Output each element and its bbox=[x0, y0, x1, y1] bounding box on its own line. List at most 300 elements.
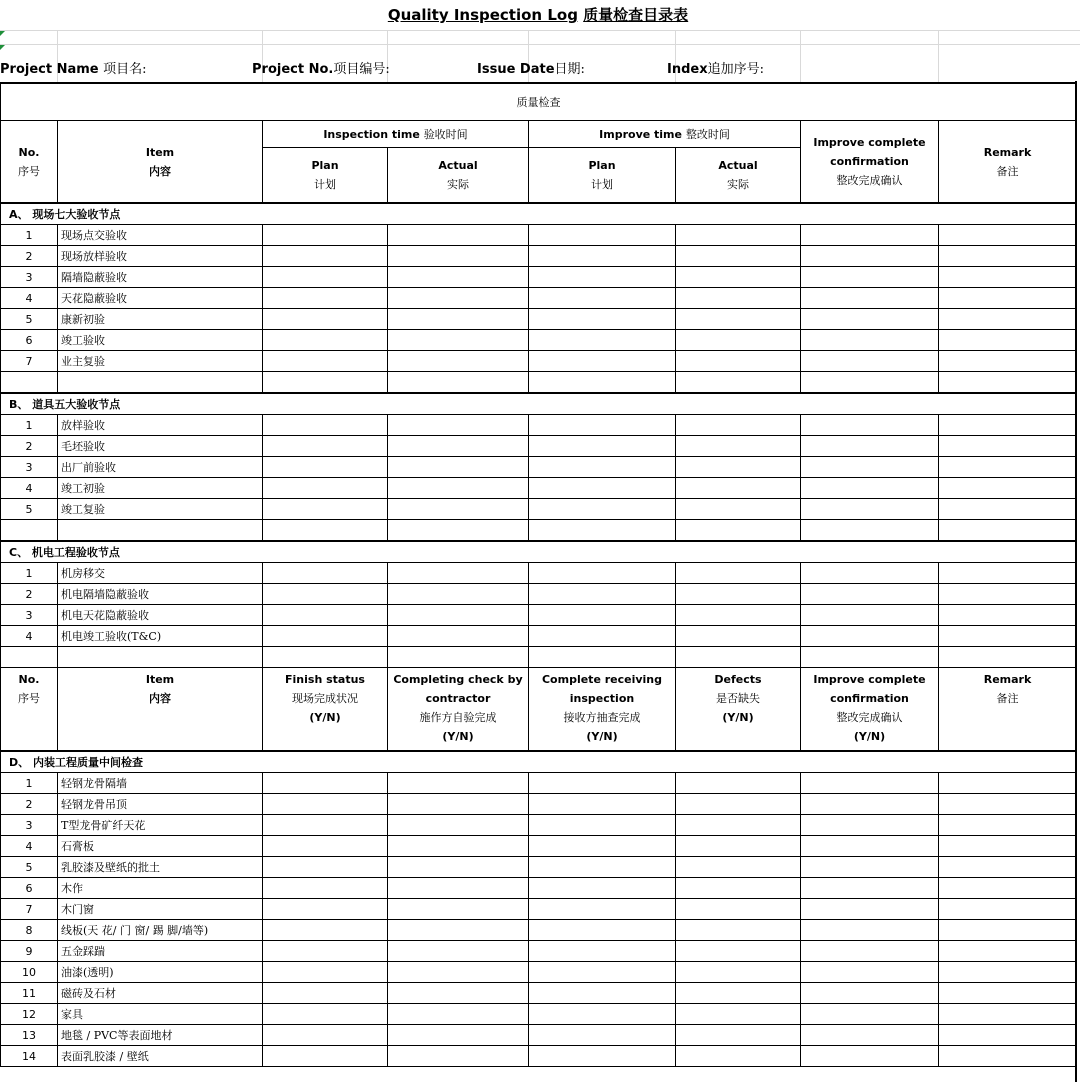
empty-cell[interactable] bbox=[263, 1004, 388, 1025]
row-item: 毛坯验收 bbox=[58, 436, 263, 457]
empty-cell[interactable] bbox=[263, 499, 388, 520]
empty-cell[interactable] bbox=[801, 520, 939, 542]
empty-cell[interactable] bbox=[676, 288, 801, 309]
empty-cell[interactable] bbox=[388, 436, 529, 457]
inspection-table bbox=[0, 82, 1077, 1067]
empty-cell[interactable] bbox=[801, 1046, 939, 1067]
empty-cell[interactable] bbox=[263, 584, 388, 605]
empty-cell[interactable] bbox=[939, 499, 1077, 520]
empty-cell[interactable] bbox=[58, 520, 263, 542]
empty-cell[interactable] bbox=[529, 457, 676, 478]
empty-cell[interactable] bbox=[388, 941, 529, 962]
empty-cell[interactable] bbox=[263, 288, 388, 309]
empty-cell[interactable] bbox=[676, 330, 801, 351]
cell-marker-icon bbox=[0, 45, 5, 50]
empty-cell[interactable] bbox=[801, 983, 939, 1004]
empty-cell[interactable] bbox=[388, 351, 529, 372]
empty-cell[interactable] bbox=[939, 836, 1077, 857]
empty-cell[interactable] bbox=[801, 1025, 939, 1046]
col-inspection-time-header: Inspection time 验收时间 bbox=[263, 121, 529, 148]
empty-cell[interactable] bbox=[939, 605, 1077, 626]
empty-cell[interactable] bbox=[388, 857, 529, 878]
empty-cell[interactable] bbox=[801, 584, 939, 605]
empty-cell[interactable] bbox=[388, 478, 529, 499]
table-row bbox=[1, 773, 1077, 794]
empty-cell[interactable] bbox=[801, 794, 939, 815]
empty-cell[interactable] bbox=[529, 478, 676, 499]
row-item: 业主复验 bbox=[58, 351, 263, 372]
empty-cell[interactable] bbox=[529, 246, 676, 267]
row-number: 4 bbox=[1, 478, 58, 499]
empty-cell[interactable] bbox=[263, 920, 388, 941]
empty-cell[interactable] bbox=[388, 499, 529, 520]
empty-cell[interactable] bbox=[263, 246, 388, 267]
empty-cell[interactable] bbox=[939, 520, 1077, 542]
empty-cell[interactable] bbox=[939, 920, 1077, 941]
cell-marker-icon bbox=[0, 31, 5, 36]
empty-cell[interactable] bbox=[676, 878, 801, 899]
project-name-label: Project Name 项目名: bbox=[0, 62, 147, 77]
empty-cell[interactable] bbox=[263, 478, 388, 499]
row-number: 8 bbox=[1, 920, 58, 941]
empty-cell[interactable] bbox=[388, 1004, 529, 1025]
empty-cell[interactable] bbox=[529, 836, 676, 857]
empty-cell[interactable] bbox=[939, 1025, 1077, 1046]
empty-cell[interactable] bbox=[263, 647, 388, 668]
empty-cell[interactable] bbox=[529, 1025, 676, 1046]
empty-cell[interactable] bbox=[939, 415, 1077, 436]
empty-cell[interactable] bbox=[676, 626, 801, 647]
empty-cell[interactable] bbox=[676, 436, 801, 457]
section-d-title: D、 内装工程质量中间检查 bbox=[1, 751, 1077, 773]
empty-cell[interactable] bbox=[676, 457, 801, 478]
title-cn: 质量检查目录表 bbox=[583, 6, 689, 24]
section-c-title: C、 机电工程验收节点 bbox=[1, 541, 1077, 563]
row-number: 2 bbox=[1, 436, 58, 457]
empty-cell[interactable] bbox=[676, 415, 801, 436]
empty-cell[interactable] bbox=[801, 815, 939, 836]
empty-cell[interactable] bbox=[529, 584, 676, 605]
empty-cell[interactable] bbox=[529, 372, 676, 394]
empty-cell[interactable] bbox=[388, 920, 529, 941]
empty-cell[interactable] bbox=[939, 563, 1077, 584]
empty-cell[interactable] bbox=[676, 584, 801, 605]
empty-cell[interactable] bbox=[263, 626, 388, 647]
empty-cell[interactable] bbox=[529, 225, 676, 246]
empty-cell[interactable] bbox=[263, 983, 388, 1004]
empty-cell[interactable] bbox=[939, 267, 1077, 288]
row-item: 木门窗 bbox=[58, 899, 263, 920]
empty-cell[interactable] bbox=[676, 246, 801, 267]
row-number: 5 bbox=[1, 309, 58, 330]
row-number: 4 bbox=[1, 626, 58, 647]
empty-cell[interactable] bbox=[939, 372, 1077, 394]
table-row bbox=[1, 1025, 1077, 1046]
index-label: Index追加序号: bbox=[667, 62, 764, 77]
empty-cell[interactable] bbox=[939, 794, 1077, 815]
section-a-title: A、 现场七大验收节点 bbox=[1, 203, 1077, 225]
empty-cell[interactable] bbox=[58, 647, 263, 668]
section-b-title: B、 道具五大验收节点 bbox=[1, 393, 1077, 415]
empty-cell[interactable] bbox=[939, 330, 1077, 351]
table-row bbox=[1, 626, 1077, 647]
table-row bbox=[1, 878, 1077, 899]
empty-cell[interactable] bbox=[529, 815, 676, 836]
row-item: 油漆(透明) bbox=[58, 962, 263, 983]
empty-cell[interactable] bbox=[676, 920, 801, 941]
empty-cell[interactable] bbox=[529, 605, 676, 626]
empty-cell[interactable] bbox=[939, 815, 1077, 836]
empty-cell[interactable] bbox=[676, 1046, 801, 1067]
table-row bbox=[1, 941, 1077, 962]
empty-cell[interactable] bbox=[676, 899, 801, 920]
empty-cell[interactable] bbox=[388, 415, 529, 436]
empty-cell[interactable] bbox=[263, 436, 388, 457]
table-row bbox=[1, 605, 1077, 626]
empty-cell[interactable] bbox=[388, 605, 529, 626]
empty-cell[interactable] bbox=[676, 309, 801, 330]
col2-remark-header: Remark 备注 bbox=[939, 668, 1077, 752]
col2-item-header: Item 内容 bbox=[58, 668, 263, 752]
row-item: 乳胶漆及壁纸的批土 bbox=[58, 857, 263, 878]
col2-receive-header: Complete receiving inspection 接收方抽查完成 (Y/N) bbox=[529, 668, 676, 752]
empty-cell[interactable] bbox=[676, 1025, 801, 1046]
empty-cell[interactable] bbox=[529, 878, 676, 899]
empty-cell[interactable] bbox=[529, 794, 676, 815]
empty-cell[interactable] bbox=[801, 962, 939, 983]
table-row bbox=[1, 563, 1077, 584]
empty-cell[interactable] bbox=[388, 899, 529, 920]
empty-cell[interactable] bbox=[1, 372, 58, 394]
empty-cell[interactable] bbox=[529, 983, 676, 1004]
table-row bbox=[1, 584, 1077, 605]
table-row bbox=[1, 1004, 1077, 1025]
empty-cell[interactable] bbox=[529, 520, 676, 542]
empty-cell[interactable] bbox=[676, 836, 801, 857]
empty-cell[interactable] bbox=[529, 436, 676, 457]
empty-cell[interactable] bbox=[801, 605, 939, 626]
empty-cell[interactable] bbox=[801, 288, 939, 309]
empty-cell[interactable] bbox=[388, 372, 529, 394]
empty-cell[interactable] bbox=[388, 288, 529, 309]
row-item: 轻钢龙骨吊顶 bbox=[58, 794, 263, 815]
row-number: 5 bbox=[1, 499, 58, 520]
col2-check-header: Completing check by contractor 施作方自验完成 (Y/N) bbox=[388, 668, 529, 752]
empty-cell[interactable] bbox=[529, 309, 676, 330]
row-item: 地毯 / PVC等表面地材 bbox=[58, 1025, 263, 1046]
empty-cell[interactable] bbox=[388, 1025, 529, 1046]
empty-cell[interactable] bbox=[58, 372, 263, 394]
empty-cell[interactable] bbox=[939, 478, 1077, 499]
row-number: 1 bbox=[1, 415, 58, 436]
empty-cell[interactable] bbox=[388, 584, 529, 605]
empty-cell[interactable] bbox=[676, 941, 801, 962]
blank-row bbox=[1, 520, 1077, 542]
col2-confirm-header: Improve complete confirmation 整改完成确认 (Y/N) bbox=[801, 668, 939, 752]
empty-cell[interactable] bbox=[676, 372, 801, 394]
empty-cell[interactable] bbox=[939, 878, 1077, 899]
empty-cell[interactable] bbox=[263, 1025, 388, 1046]
col-improve-plan-header: Plan 计划 bbox=[529, 148, 676, 204]
row-item: T型龙骨矿纤天花 bbox=[58, 815, 263, 836]
row-item: 机房移交 bbox=[58, 563, 263, 584]
empty-cell[interactable] bbox=[263, 415, 388, 436]
empty-cell[interactable] bbox=[801, 878, 939, 899]
row-number: 1 bbox=[1, 225, 58, 246]
row-number: 4 bbox=[1, 836, 58, 857]
empty-cell[interactable] bbox=[676, 478, 801, 499]
row-item: 表面乳胶漆 / 壁纸 bbox=[58, 1046, 263, 1067]
empty-cell[interactable] bbox=[263, 794, 388, 815]
empty-cell[interactable] bbox=[388, 309, 529, 330]
empty-cell[interactable] bbox=[939, 436, 1077, 457]
empty-cell[interactable] bbox=[529, 415, 676, 436]
empty-cell[interactable] bbox=[529, 899, 676, 920]
empty-cell[interactable] bbox=[388, 962, 529, 983]
empty-cell[interactable] bbox=[676, 962, 801, 983]
empty-cell[interactable] bbox=[388, 878, 529, 899]
empty-cell[interactable] bbox=[939, 857, 1077, 878]
empty-cell[interactable] bbox=[801, 626, 939, 647]
empty-cell[interactable] bbox=[1, 520, 58, 542]
empty-cell[interactable] bbox=[529, 773, 676, 794]
row-number: 4 bbox=[1, 288, 58, 309]
row-number: 13 bbox=[1, 1025, 58, 1046]
empty-cell[interactable] bbox=[676, 520, 801, 542]
row-number: 2 bbox=[1, 246, 58, 267]
col-improve-actual-header: Actual 实际 bbox=[676, 148, 801, 204]
table-row bbox=[1, 899, 1077, 920]
empty-cell[interactable] bbox=[263, 878, 388, 899]
empty-cell[interactable] bbox=[263, 563, 388, 584]
empty-cell[interactable] bbox=[263, 1046, 388, 1067]
empty-cell[interactable] bbox=[388, 794, 529, 815]
table-row bbox=[1, 351, 1077, 372]
empty-cell[interactable] bbox=[388, 647, 529, 668]
empty-cell[interactable] bbox=[529, 288, 676, 309]
col-no-header: No. 序号 bbox=[1, 121, 58, 204]
row-item: 轻钢龙骨隔墙 bbox=[58, 773, 263, 794]
table-row bbox=[1, 857, 1077, 878]
col2-finish-header: Finish status 现场完成状况 (Y/N) bbox=[263, 668, 388, 752]
empty-cell[interactable] bbox=[388, 773, 529, 794]
empty-cell[interactable] bbox=[263, 372, 388, 394]
table-row bbox=[1, 436, 1077, 457]
empty-cell[interactable] bbox=[676, 815, 801, 836]
empty-cell[interactable] bbox=[676, 983, 801, 1004]
empty-cell[interactable] bbox=[263, 857, 388, 878]
row-number: 5 bbox=[1, 857, 58, 878]
empty-cell[interactable] bbox=[676, 773, 801, 794]
row-item: 竣工验收 bbox=[58, 330, 263, 351]
empty-cell[interactable] bbox=[263, 773, 388, 794]
empty-cell[interactable] bbox=[529, 962, 676, 983]
empty-cell[interactable] bbox=[801, 857, 939, 878]
row-item: 线板(天 花/ 门 窗/ 踢 脚/墙等) bbox=[58, 920, 263, 941]
table-row bbox=[1, 920, 1077, 941]
col-remark-header: Remark 备注 bbox=[939, 121, 1077, 204]
row-number: 7 bbox=[1, 899, 58, 920]
empty-cell[interactable] bbox=[801, 457, 939, 478]
empty-cell[interactable] bbox=[263, 836, 388, 857]
empty-cell[interactable] bbox=[263, 330, 388, 351]
empty-cell[interactable] bbox=[939, 626, 1077, 647]
col-confirm-header: Improve complete confirmation 整改完成确认 bbox=[801, 121, 939, 204]
col-inspection-actual-header: Actual 实际 bbox=[388, 148, 529, 204]
empty-cell[interactable] bbox=[801, 225, 939, 246]
row-number: 3 bbox=[1, 457, 58, 478]
empty-cell[interactable] bbox=[939, 773, 1077, 794]
col-improve-time-header: Improve time 整改时间 bbox=[529, 121, 801, 148]
row-item: 现场放样验收 bbox=[58, 246, 263, 267]
empty-cell[interactable] bbox=[388, 267, 529, 288]
empty-cell[interactable] bbox=[263, 941, 388, 962]
empty-cell[interactable] bbox=[801, 436, 939, 457]
empty-cell[interactable] bbox=[263, 520, 388, 542]
row-number: 3 bbox=[1, 267, 58, 288]
empty-cell[interactable] bbox=[263, 815, 388, 836]
empty-cell[interactable] bbox=[801, 415, 939, 436]
table-row bbox=[1, 815, 1077, 836]
empty-cell[interactable] bbox=[939, 457, 1077, 478]
empty-cell[interactable] bbox=[388, 626, 529, 647]
empty-cell[interactable] bbox=[676, 647, 801, 668]
empty-cell[interactable] bbox=[801, 773, 939, 794]
empty-cell[interactable] bbox=[529, 330, 676, 351]
empty-cell[interactable] bbox=[388, 815, 529, 836]
row-item: 隔墙隐蔽验收 bbox=[58, 267, 263, 288]
table-row bbox=[1, 794, 1077, 815]
empty-cell[interactable] bbox=[263, 351, 388, 372]
row-number: 1 bbox=[1, 773, 58, 794]
empty-cell[interactable] bbox=[388, 457, 529, 478]
row-number: 6 bbox=[1, 330, 58, 351]
table-row bbox=[1, 330, 1077, 351]
row-number: 7 bbox=[1, 351, 58, 372]
empty-cell[interactable] bbox=[801, 372, 939, 394]
empty-cell[interactable] bbox=[801, 563, 939, 584]
empty-cell[interactable] bbox=[801, 941, 939, 962]
empty-cell[interactable] bbox=[388, 983, 529, 1004]
empty-cell[interactable] bbox=[801, 647, 939, 668]
issue-date-label: Issue Date日期: bbox=[477, 62, 585, 77]
empty-cell[interactable] bbox=[939, 962, 1077, 983]
empty-cell[interactable] bbox=[939, 1004, 1077, 1025]
empty-cell[interactable] bbox=[939, 899, 1077, 920]
empty-cell[interactable] bbox=[529, 351, 676, 372]
empty-cell[interactable] bbox=[801, 478, 939, 499]
empty-cell[interactable] bbox=[1, 647, 58, 668]
title-en: Quality Inspection Log bbox=[387, 6, 578, 24]
empty-cell[interactable] bbox=[388, 330, 529, 351]
empty-cell[interactable] bbox=[388, 225, 529, 246]
empty-cell[interactable] bbox=[939, 309, 1077, 330]
empty-cell[interactable] bbox=[939, 1046, 1077, 1067]
empty-cell[interactable] bbox=[801, 499, 939, 520]
empty-cell[interactable] bbox=[939, 288, 1077, 309]
empty-cell[interactable] bbox=[939, 225, 1077, 246]
row-number: 3 bbox=[1, 605, 58, 626]
empty-cell[interactable] bbox=[801, 1004, 939, 1025]
empty-cell[interactable] bbox=[676, 1004, 801, 1025]
col-inspection-plan-header: Plan 计划 bbox=[263, 148, 388, 204]
empty-cell[interactable] bbox=[529, 920, 676, 941]
empty-cell[interactable] bbox=[529, 1004, 676, 1025]
empty-cell[interactable] bbox=[529, 1046, 676, 1067]
row-item: 家具 bbox=[58, 1004, 263, 1025]
empty-cell[interactable] bbox=[676, 267, 801, 288]
empty-cell[interactable] bbox=[263, 605, 388, 626]
empty-cell[interactable] bbox=[263, 962, 388, 983]
table-row bbox=[1, 836, 1077, 857]
empty-cell[interactable] bbox=[939, 584, 1077, 605]
empty-cell[interactable] bbox=[801, 309, 939, 330]
empty-cell[interactable] bbox=[801, 351, 939, 372]
empty-cell[interactable] bbox=[388, 836, 529, 857]
empty-cell[interactable] bbox=[939, 246, 1077, 267]
table-row bbox=[1, 415, 1077, 436]
empty-cell[interactable] bbox=[529, 499, 676, 520]
empty-cell[interactable] bbox=[388, 1046, 529, 1067]
row-number: 6 bbox=[1, 878, 58, 899]
table-row bbox=[1, 1046, 1077, 1067]
empty-cell[interactable] bbox=[263, 457, 388, 478]
empty-cell[interactable] bbox=[676, 563, 801, 584]
page-title bbox=[0, 4, 1076, 25]
empty-cell[interactable] bbox=[801, 267, 939, 288]
empty-cell[interactable] bbox=[263, 225, 388, 246]
row-item: 石膏板 bbox=[58, 836, 263, 857]
empty-cell[interactable] bbox=[801, 836, 939, 857]
empty-cell[interactable] bbox=[529, 563, 676, 584]
empty-cell[interactable] bbox=[529, 941, 676, 962]
empty-cell[interactable] bbox=[529, 857, 676, 878]
row-number: 2 bbox=[1, 794, 58, 815]
empty-cell[interactable] bbox=[529, 626, 676, 647]
empty-cell[interactable] bbox=[676, 794, 801, 815]
empty-cell[interactable] bbox=[388, 563, 529, 584]
empty-cell[interactable] bbox=[939, 941, 1077, 962]
empty-cell[interactable] bbox=[801, 330, 939, 351]
empty-cell[interactable] bbox=[939, 351, 1077, 372]
empty-cell[interactable] bbox=[801, 920, 939, 941]
row-item: 天花隐蔽验收 bbox=[58, 288, 263, 309]
empty-cell[interactable] bbox=[801, 246, 939, 267]
col2-no-header: No. 序号 bbox=[1, 668, 58, 752]
table-row bbox=[1, 309, 1077, 330]
empty-cell[interactable] bbox=[263, 899, 388, 920]
empty-cell[interactable] bbox=[676, 351, 801, 372]
empty-cell[interactable] bbox=[263, 309, 388, 330]
row-number: 12 bbox=[1, 1004, 58, 1025]
empty-cell[interactable] bbox=[801, 899, 939, 920]
empty-cell[interactable] bbox=[676, 225, 801, 246]
col-item-header: Item 内容 bbox=[58, 121, 263, 204]
empty-cell[interactable] bbox=[676, 857, 801, 878]
empty-cell[interactable] bbox=[939, 983, 1077, 1004]
empty-cell[interactable] bbox=[388, 246, 529, 267]
empty-cell[interactable] bbox=[676, 499, 801, 520]
empty-cell[interactable] bbox=[529, 267, 676, 288]
table-row bbox=[1, 288, 1077, 309]
blank-row bbox=[1, 372, 1077, 394]
empty-cell[interactable] bbox=[529, 647, 676, 668]
empty-cell[interactable] bbox=[676, 605, 801, 626]
empty-cell[interactable] bbox=[939, 647, 1077, 668]
empty-cell[interactable] bbox=[263, 267, 388, 288]
empty-cell[interactable] bbox=[388, 520, 529, 542]
row-number: 10 bbox=[1, 962, 58, 983]
